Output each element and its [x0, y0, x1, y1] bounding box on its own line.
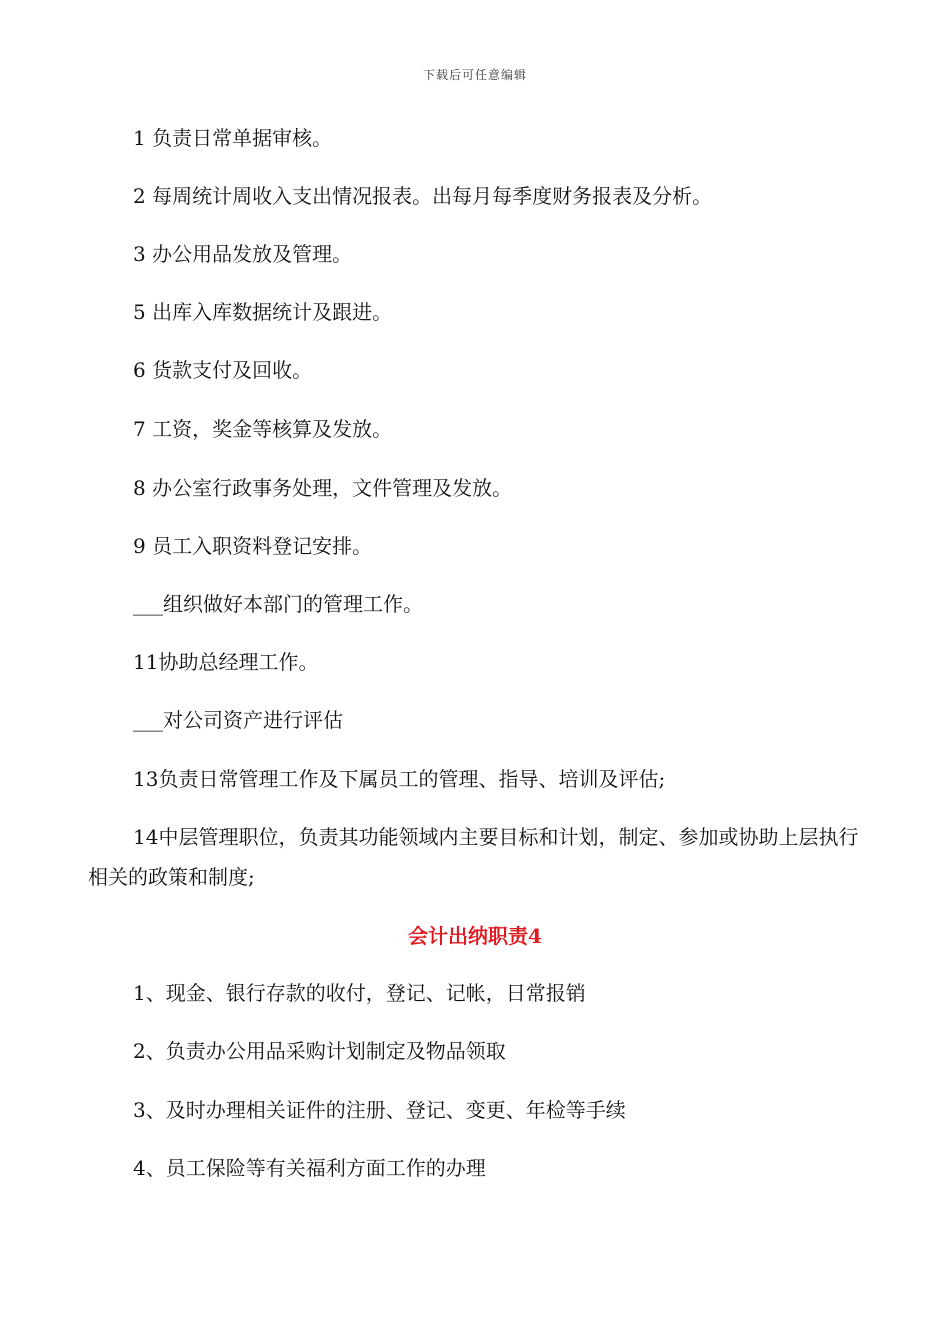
list-item: 5 出库入库数据统计及跟进。: [133, 300, 393, 324]
list-item: 13负责日常管理工作及下属员工的管理、指导、培训及评估;: [133, 767, 666, 791]
list-item: 7 工资，奖金等核算及发放。: [133, 417, 393, 441]
list-item: 8 办公室行政事务处理，文件管理及发放。: [133, 476, 513, 500]
list-item: 11协助总经理工作。: [133, 650, 319, 674]
list-item: ___组织做好本部门的管理工作。: [133, 592, 423, 616]
list-item: 6 货款支付及回收。: [133, 358, 313, 382]
list-item: 3、及时办理相关证件的注册、登记、变更、年检等手续: [133, 1098, 626, 1122]
list-item: 2 每周统计周收入支出情况报表。出每月每季度财务报表及分析。: [133, 184, 713, 208]
list-item: 1、现金、银行存款的收付，登记、记帐，日常报销: [133, 981, 586, 1005]
list-item: ___对公司资产进行评估: [133, 708, 343, 732]
list-item: 2、负责办公用品采购计划制定及物品领取: [133, 1039, 506, 1063]
section-title: 会计出纳职责4: [408, 924, 542, 948]
list-item: 1 负责日常单据审核。: [133, 126, 333, 150]
page-header: 下载后可任意编辑: [422, 68, 527, 82]
list-item: 4、员工保险等有关福利方面工作的办理: [133, 1156, 486, 1180]
list-item: 3 办公用品发放及管理。: [133, 242, 353, 266]
wrapped-paragraph: 14中层管理职位，负责其功能领域内主要目标和计划，制定、参加或协助上层执行相关的政策和制度;: [88, 825, 859, 889]
list-item: 9 员工入职资料登记安排。: [133, 534, 373, 558]
